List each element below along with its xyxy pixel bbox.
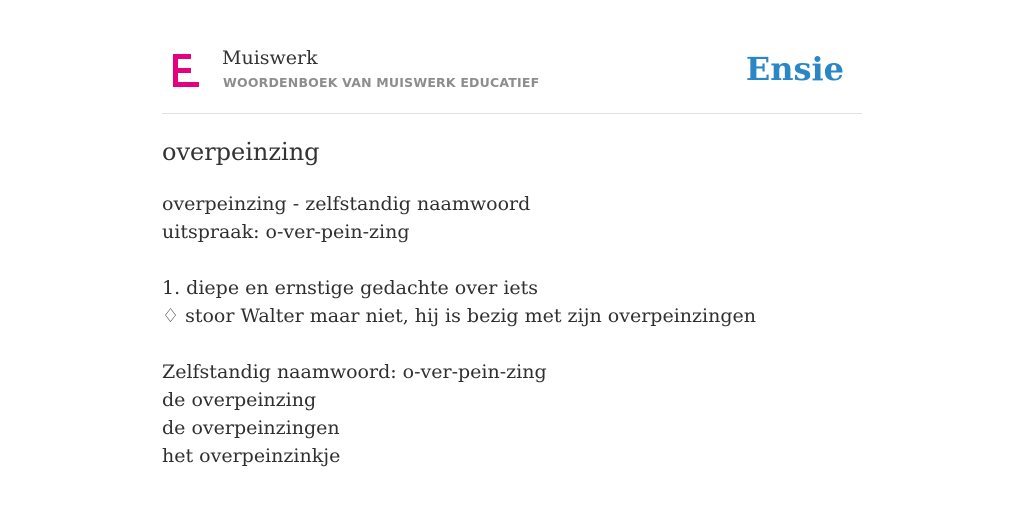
- inflection-diminutive: het overpeinzinkje: [162, 445, 341, 467]
- inflection-plural: de overpeinzingen: [162, 417, 340, 439]
- header: [162, 0, 862, 114]
- site-name[interactable]: Muiswerk: [222, 47, 318, 69]
- pronunciation-line: uitspraak: o-ver-pein-zing: [162, 221, 410, 243]
- inflection-singular: de overpeinzing: [162, 389, 317, 411]
- muiswerk-logo-icon[interactable]: [172, 53, 200, 89]
- entry-title: overpeinzing: [162, 138, 320, 166]
- page: [162, 0, 862, 512]
- ensie-logo-link[interactable]: [746, 49, 844, 89]
- ensie-logo-text: Ensie: [745, 50, 844, 88]
- definition-line: 1. diepe en ernstige gedachte over iets: [162, 277, 539, 299]
- example-line: ♢ stoor Walter maar niet, hij is bezig met zijn overpeinzingen: [162, 305, 756, 327]
- entry-definition: [162, 190, 862, 470]
- inflection-heading: Zelfstandig naamwoord: o-ver-pein-zing: [162, 361, 547, 383]
- blank-line: [162, 246, 862, 274]
- site-subtitle: WOORDENBOEK VAN MUISWERK EDUCATIEF: [223, 75, 540, 90]
- blank-line: [162, 330, 862, 358]
- word-class-line: overpeinzing - zelfstandig naamwoord: [162, 193, 531, 215]
